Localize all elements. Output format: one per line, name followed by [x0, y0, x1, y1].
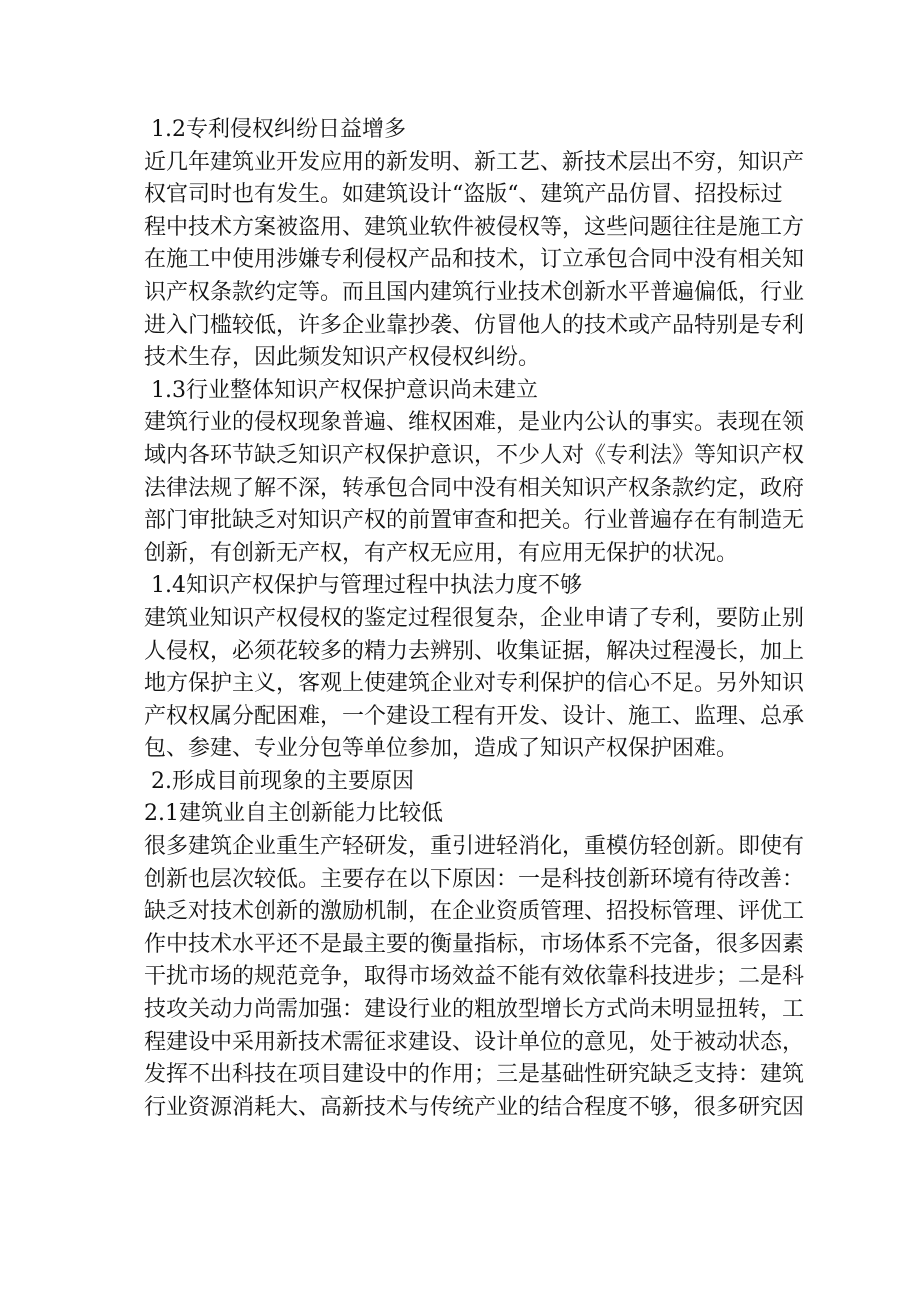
- paragraph-line: 技术生存，因此频发知识产权侵权纠纷。: [144, 345, 541, 371]
- paragraph-line: 法律法规了解不深，转承包合同中没有相关知识产权条款约定，政府: [144, 475, 805, 501]
- paragraph-line: 干扰市场的规范竞争，取得市场效益不能有效依靠科技进步；二是科: [144, 964, 805, 990]
- paragraph-line: 人侵权，必须花较多的精力去辨别、收集证据，解决过程漫长，加上: [144, 638, 805, 664]
- paragraph-line: 作中技术水平还不是最主要的衡量指标，市场体系不完备，很多因素: [144, 931, 805, 957]
- paragraph-line: 在施工中使用涉嫌专利侵权产品和技术，订立承包合同中没有相关知: [144, 247, 805, 273]
- section-heading-2: 2.形成目前现象的主要原因: [151, 768, 414, 794]
- paragraph-line: 程中技术方案被盗用、建筑业软件被侵权等，这些问题往往是施工方: [144, 214, 805, 240]
- paragraph-line: 权官司时也有发生。如建筑设计“盗版“、建筑产品仿冒、招投标过: [144, 182, 783, 208]
- paragraph-line: 包、参建、专业分包等单位参加，造成了知识产权保护困难。: [144, 736, 739, 762]
- paragraph-line: 发挥不出科技在项目建设中的作用；三是基础性研究缺乏支持：建筑: [144, 1062, 805, 1088]
- paragraph-line: 很多建筑企业重生产轻研发，重引进轻消化，重模仿轻创新。即使有: [144, 834, 805, 860]
- subsection-heading-2-1: 2.1建筑业自主创新能力比较低: [144, 801, 443, 827]
- paragraph-line: 创新，有创新无产权，有产权无应用，有应用无保护的状况。: [144, 540, 739, 566]
- paragraph-line: 进入门槛较低，许多企业靠抄袭、仿冒他人的技术或产品特别是专利: [144, 312, 805, 338]
- paragraph-line: 近几年建筑业开发应用的新发明、新工艺、新技术层出不穷，知识产: [144, 149, 805, 175]
- paragraph-line: 产权权属分配困难，一个建设工程有开发、设计、施工、监理、总承: [144, 703, 805, 729]
- document-page: [144, 114, 805, 1124]
- paragraph-line: 域内各环节缺乏知识产权保护意识，不少人对《专利法》等知识产权: [144, 442, 805, 468]
- paragraph-line: 技攻关动力尚需加强：建设行业的粗放型增长方式尚未明显扭转，工: [144, 997, 805, 1023]
- paragraph-line: 建筑行业的侵权现象普遍、维权困难，是业内公认的事实。表现在领: [144, 410, 805, 436]
- section-heading-1-2: 1.2专利侵权纠纷日益增多: [151, 117, 406, 142]
- section-heading-1-3: 1.3行业整体知识产权保护意识尚未建立: [151, 377, 538, 403]
- section-heading-1-4: 1.4知识产权保护与管理过程中执法力度不够: [151, 573, 582, 599]
- paragraph-line: 部门审批缺乏对知识产权的前置审查和把关。行业普遍存在有制造无: [144, 508, 805, 534]
- paragraph-line: 识产权条款约定等。而且国内建筑行业技术创新水平普遍偏低，行业: [144, 279, 805, 305]
- paragraph-line: 行业资源消耗大、高新技术与传统产业的结合程度不够，很多研究因: [144, 1094, 805, 1120]
- paragraph-line: 地方保护主义，客观上使建筑企业对专利保护的信心不足。另外知识: [144, 671, 805, 697]
- paragraph-line: 程建设中采用新技术需征求建设、设计单位的意见，处于被动状态，: [144, 1029, 805, 1055]
- paragraph-line: 建筑业知识产权侵权的鉴定过程很复杂，企业申请了专利，要防止别: [144, 605, 805, 631]
- paragraph-line: 缺乏对技术创新的激励机制，在企业资质管理、招投标管理、评优工: [144, 899, 805, 925]
- paragraph-line: 创新也层次较低。主要存在以下原因：一是科技创新环境有待改善：: [144, 866, 805, 892]
